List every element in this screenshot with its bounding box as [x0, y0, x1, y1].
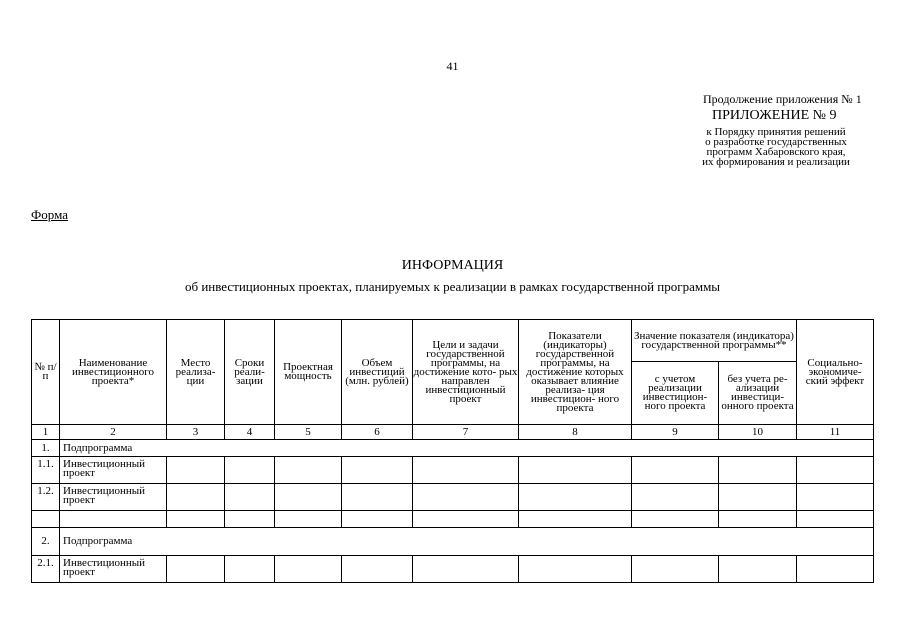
row-number: 1. — [32, 440, 60, 457]
column-number: 4 — [225, 425, 275, 440]
investment-projects-table — [31, 319, 874, 583]
continuation-note: Продолжение приложения № 1 — [703, 92, 862, 106]
row-number: 2.1. — [32, 556, 60, 583]
column-number: 5 — [275, 425, 342, 440]
row-subprogram: Подпрограмма — [60, 528, 874, 556]
header-terms: Сроки реали- зации — [225, 320, 275, 425]
order-line: их формирования и реализации — [702, 156, 850, 168]
table-row — [32, 511, 874, 528]
document-title: ИНФОРМАЦИЯ — [401, 258, 504, 273]
header-indicator-value: Значение показателя (индикатора) государственной программы** — [632, 320, 797, 362]
row-subprogram: Подпрограмма — [60, 440, 874, 457]
header-capacity: Проектная мощность — [275, 320, 342, 425]
column-number: 6 — [342, 425, 413, 440]
row-project: Инвестиционный проект — [60, 484, 167, 511]
header-indicators: Показатели (индикаторы) государственной программы, на достижение которых оказывает влияние реализа- ция инвестицион- ного проекта — [519, 320, 632, 425]
header-socio-economic-effect: Социально- экономиче- ский эффект — [797, 320, 874, 425]
header-place: Место реализа- ции — [167, 320, 225, 425]
order-line: к Порядку принятия решений — [706, 126, 846, 138]
table-row — [32, 484, 874, 511]
table-row — [32, 556, 874, 583]
column-number: 7 — [413, 425, 519, 440]
order-line: о разработке государственных — [705, 136, 847, 148]
page-number: 41 — [446, 59, 459, 73]
column-number: 9 — [632, 425, 719, 440]
table-row — [32, 528, 874, 556]
header-investment-volume: Объем инвестиций (млн. рублей) — [342, 320, 413, 425]
column-number: 10 — [719, 425, 797, 440]
header-project-name: Наименование инвестиционного проекта* — [60, 320, 167, 425]
header-num: № п/п — [32, 320, 60, 425]
order-line: программ Хабаровского края, — [706, 146, 846, 158]
form-label: Форма — [31, 207, 68, 222]
table-row — [32, 457, 874, 484]
row-number: 1.1. — [32, 457, 60, 484]
header-with-project: с учетом реализации инвестицион- ного проекта — [632, 362, 719, 425]
appendix-title: ПРИЛОЖЕНИЕ № 9 — [712, 108, 837, 123]
table-row — [32, 440, 874, 457]
row-number: 1.2. — [32, 484, 60, 511]
column-number: 11 — [797, 425, 874, 440]
document-subtitle: об инвестиционных проектах, планируемых к реализации в рамках государственной программы — [184, 279, 721, 294]
order-reference — [686, 127, 866, 167]
column-number: 2 — [60, 425, 167, 440]
row-project: Инвестиционный проект — [60, 556, 167, 583]
header-without-project: без учета ре- ализации инвестици- онного проекта — [719, 362, 797, 425]
column-number: 3 — [167, 425, 225, 440]
header-goals: Цели и задачи государственной программы, на достижение кото- рых направлен инвестиционный проект — [413, 320, 519, 425]
row-number: 2. — [32, 528, 60, 556]
column-number: 8 — [519, 425, 632, 440]
row-empty — [60, 511, 167, 528]
row-number — [32, 511, 60, 528]
column-number: 1 — [32, 425, 60, 440]
row-project: Инвестиционный проект — [60, 457, 167, 484]
